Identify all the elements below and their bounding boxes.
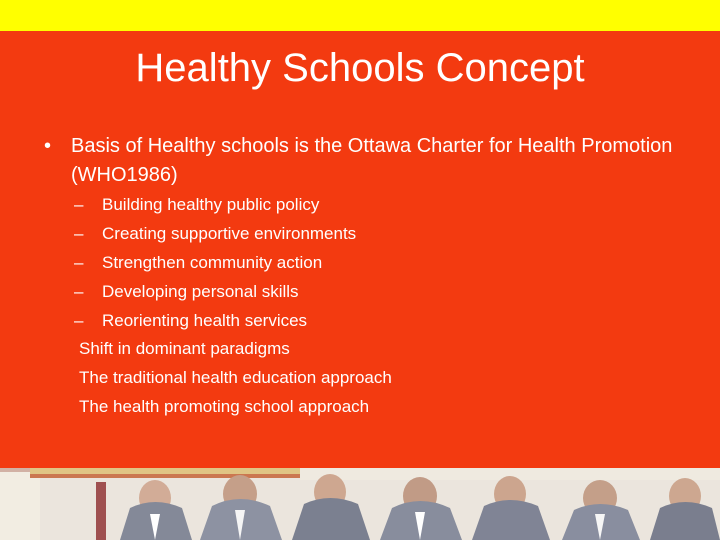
plain-text-line: Shift in dominant paradigms bbox=[79, 339, 290, 358]
sub-bullet-text: Reorienting health services bbox=[102, 311, 308, 330]
students-photo bbox=[0, 468, 720, 540]
top-banner bbox=[0, 0, 720, 31]
sub-bullet-item bbox=[74, 192, 356, 221]
dash-icon: – bbox=[74, 253, 84, 272]
slide-title: Healthy Schools Concept bbox=[135, 46, 585, 90]
dash-icon: – bbox=[74, 282, 84, 301]
plain-text-list bbox=[79, 336, 392, 423]
main-bullet-text: Basis of Healthy schools is the Ottawa Charter for Health Promotion (WHO1986) bbox=[71, 135, 673, 186]
sub-bullet-text: Strengthen community action bbox=[102, 253, 323, 272]
dash-icon: – bbox=[74, 224, 84, 243]
sub-bullet-item bbox=[74, 250, 356, 279]
bullet-icon: • bbox=[44, 135, 52, 157]
plain-text-line: The health promoting school approach bbox=[79, 397, 370, 416]
dash-icon: – bbox=[74, 195, 84, 214]
students-photo-strip bbox=[0, 468, 720, 540]
main-bullet bbox=[44, 132, 694, 190]
sub-bullet-item bbox=[74, 308, 356, 337]
sub-bullet-list bbox=[74, 192, 356, 337]
dash-icon: – bbox=[74, 311, 84, 330]
sub-bullet-text: Creating supportive environments bbox=[102, 224, 357, 243]
sub-bullet-text: Developing personal skills bbox=[102, 282, 299, 301]
sub-bullet-text: Building healthy public policy bbox=[102, 195, 320, 214]
sub-bullet-item bbox=[74, 279, 356, 308]
sub-bullet-item bbox=[74, 221, 356, 250]
plain-text-line: The traditional health education approach bbox=[79, 368, 392, 387]
